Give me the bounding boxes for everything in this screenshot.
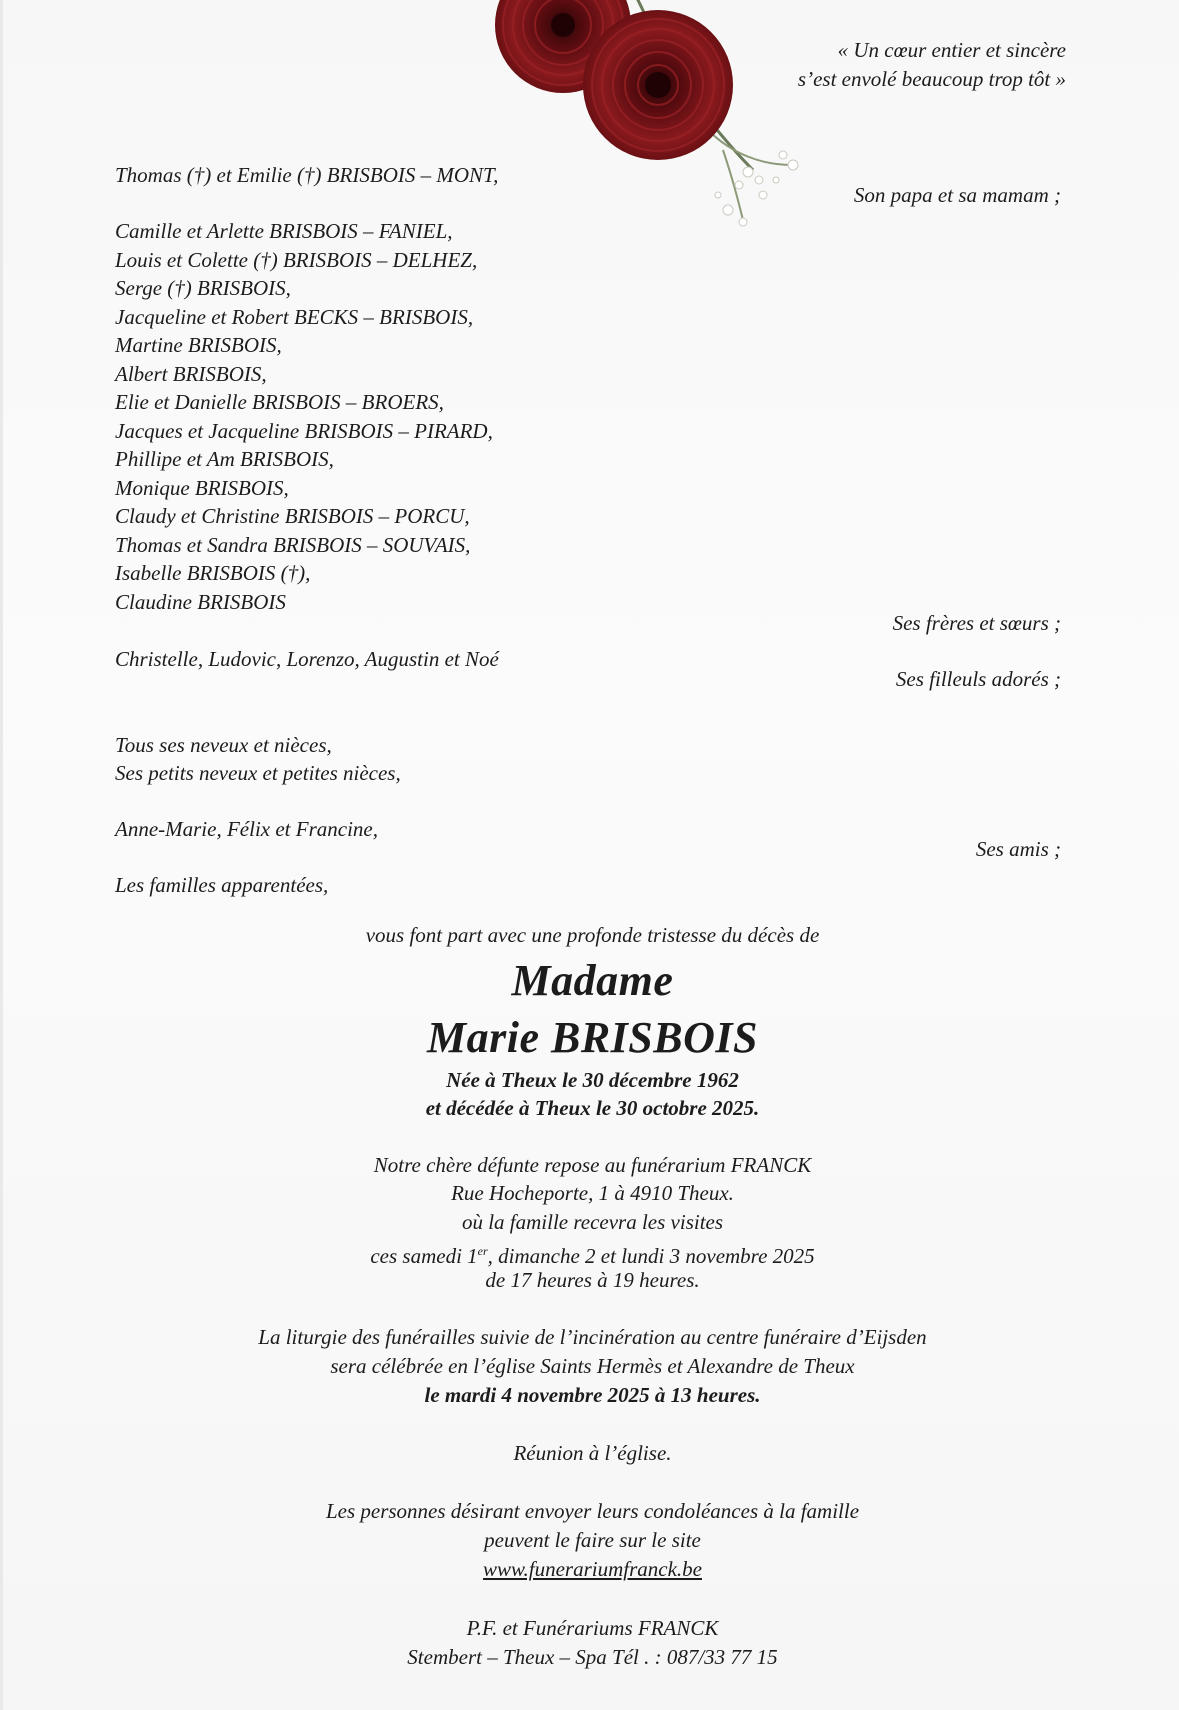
visitation-line-4-sup: er xyxy=(477,1244,488,1258)
list-item: Louis et Colette (†) BRISBOIS – DELHEZ, xyxy=(115,247,478,272)
parents-names: Thomas (†) et Emilie (†) BRISBOIS – MONT, xyxy=(115,163,499,187)
nephews-line-1: Tous ses neveux et nièces, xyxy=(115,733,332,757)
condolences-link-wrap xyxy=(3,1555,1179,1584)
nephews-line-2: Ses petits neveux et petites nièces, xyxy=(115,761,401,785)
quote-line-1: « Un cœur entier et sincère xyxy=(837,38,1066,62)
footer-line-1: P.F. et Funérariums FRANCK xyxy=(466,1616,719,1640)
announcement: vous font part avec une profonde tristesse du décès de xyxy=(365,923,820,947)
list-item: Isabelle BRISBOIS (†), xyxy=(115,561,311,585)
list-item: Claudy et Christine BRISBOIS – PORCU, xyxy=(115,504,470,528)
ceremony-line-2: sera célébrée en l’église Saints Hermès et Alexandre de Theux xyxy=(330,1354,855,1378)
list-item: Claudine BRISBOIS xyxy=(115,589,286,614)
visitation-line-4-pre: ces samedi 1 xyxy=(370,1244,478,1268)
list-item: Jacqueline et Robert BECKS – BRISBOIS, xyxy=(115,304,474,329)
list-item: Camille et Arlette BRISBOIS – FANIEL, xyxy=(115,219,453,243)
parents-relation: Son papa et sa mamam ; xyxy=(853,183,1061,207)
visitation-line-1: Notre chère défunte repose au funérarium FRANCK xyxy=(373,1153,812,1177)
siblings-list xyxy=(115,217,493,616)
meeting-line: Réunion à l’église. xyxy=(513,1441,672,1465)
footer-line-2: Stembert – Theux – Spa Tél . : 087/33 77 15 xyxy=(407,1645,778,1669)
godchildren-names: Christelle, Ludovic, Lorenzo, Augustin et Noé xyxy=(115,647,499,671)
list-item: Jacques et Jacqueline BRISBOIS – PIRARD, xyxy=(115,418,493,443)
list-item: Monique BRISBOIS, xyxy=(115,475,289,500)
quote-line-2: s’est envolé beaucoup trop tôt » xyxy=(797,66,1066,91)
website-link[interactable]: www.funerariumfranck.be xyxy=(483,1557,702,1581)
friends-relation: Ses amis ; xyxy=(975,837,1061,861)
godchildren-relation: Ses filleuls adorés ; xyxy=(895,667,1061,691)
list-item: Martine BRISBOIS, xyxy=(115,333,282,357)
list-item: Elie et Danielle BRISBOIS – BROERS, xyxy=(115,390,444,414)
epigraph-quote xyxy=(703,36,1066,93)
list-item: Thomas et Sandra BRISBOIS – SOUVAIS, xyxy=(115,532,471,557)
visitation-line-4-post: , dimanche 2 et lundi 3 novembre 2025 xyxy=(487,1244,815,1268)
list-item: Albert BRISBOIS, xyxy=(115,361,267,386)
list-item: Serge (†) BRISBOIS, xyxy=(115,276,291,300)
friends-names: Anne-Marie, Félix et Francine, xyxy=(115,817,378,841)
list-item: Phillipe et Am BRISBOIS, xyxy=(115,447,334,471)
families-line: Les familles apparentées, xyxy=(115,873,329,897)
visitation-line-3: où la famille recevra les visites xyxy=(461,1210,724,1234)
deceased-name: Marie BRISBOIS xyxy=(426,1013,758,1062)
ceremony-date: le mardi 4 novembre 2025 à 13 heures. xyxy=(424,1383,761,1407)
visitation-line-5: de 17 heures à 19 heures. xyxy=(485,1268,700,1292)
visitation-line-2: Rue Hocheporte, 1 à 4910 Theux. xyxy=(451,1181,734,1205)
condolences-line-1: Les personnes désirant envoyer leurs condoléances à la famille xyxy=(325,1499,860,1523)
siblings-relation: Ses frères et sœurs ; xyxy=(892,611,1061,635)
birth-line: Née à Theux le 30 décembre 1962 xyxy=(446,1068,739,1092)
condolences-line-2: peuvent le faire sur le site xyxy=(484,1528,701,1552)
deceased-title: Madame xyxy=(511,956,674,1005)
ceremony-line-1: La liturgie des funérailles suivie de l’incinération au centre funéraire d’Eijsden xyxy=(258,1325,927,1349)
death-line: et décédée à Theux le 30 octobre 2025. xyxy=(425,1096,760,1120)
